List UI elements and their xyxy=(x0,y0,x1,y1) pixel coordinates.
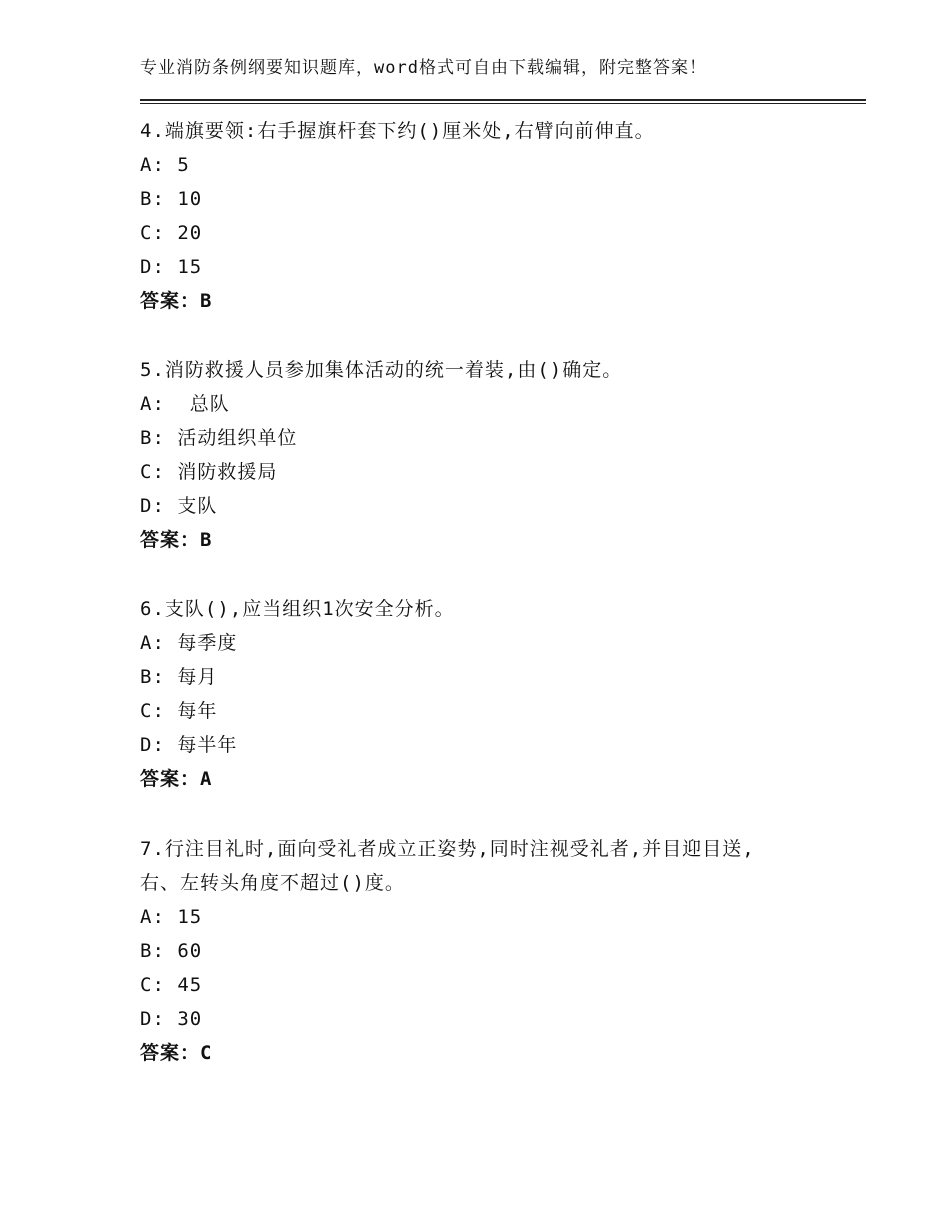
question-block-5 xyxy=(140,353,870,557)
option-b: B: 每月 xyxy=(140,666,218,688)
answer-label: 答案： xyxy=(140,768,201,790)
page-header: 专业消防条例纲要知识题库，word格式可自由下载编辑，附完整答案！ xyxy=(140,58,707,78)
answer-line xyxy=(140,1036,870,1070)
option-a: A: 15 xyxy=(140,906,203,928)
answer-value: B xyxy=(200,529,213,551)
option-b: B: 活动组织单位 xyxy=(140,427,298,449)
answer-line xyxy=(140,762,870,796)
option-b: B: 60 xyxy=(140,940,203,962)
option-c: C: 20 xyxy=(140,222,203,244)
option-d: D: 15 xyxy=(140,256,203,278)
answer-value: C xyxy=(200,1042,213,1064)
answer-value: A xyxy=(200,768,213,790)
header-rule-thick xyxy=(140,99,866,101)
header-rule-thin xyxy=(140,103,866,104)
question-block-6 xyxy=(140,592,870,796)
option-a: A: 每季度 xyxy=(140,632,238,654)
question-stem-line-2: 右、左转头角度不超过()度。 xyxy=(140,872,405,894)
answer-label: 答案： xyxy=(140,1042,201,1064)
question-block-4 xyxy=(140,114,870,318)
answer-label: 答案： xyxy=(140,290,201,312)
option-d: D: 每半年 xyxy=(140,734,238,756)
option-d: D: 30 xyxy=(140,1008,203,1030)
option-d: D: 支队 xyxy=(140,495,218,517)
option-a: A: 总队 xyxy=(140,393,230,415)
answer-label: 答案： xyxy=(140,529,201,551)
answer-line xyxy=(140,523,870,557)
question-stem: 4.端旗要领:右手握旗杆套下约()厘米处,右臂向前伸直。 xyxy=(140,120,655,142)
answer-value: B xyxy=(200,290,213,312)
option-b: B: 10 xyxy=(140,188,203,210)
question-stem-line-1: 7.行注目礼时,面向受礼者成立正姿势,同时注视受礼者,并目迎目送, xyxy=(140,838,755,860)
option-c: C: 45 xyxy=(140,974,203,996)
question-stem: 6.支队(),应当组织1次安全分析。 xyxy=(140,598,455,620)
question-block-7 xyxy=(140,832,870,1070)
option-c: C: 消防救援局 xyxy=(140,461,278,483)
option-c: C: 每年 xyxy=(140,700,218,722)
answer-line xyxy=(140,284,870,318)
question-stem: 5.消防救援人员参加集体活动的统一着装,由()确定。 xyxy=(140,359,623,381)
option-a: A: 5 xyxy=(140,154,190,176)
